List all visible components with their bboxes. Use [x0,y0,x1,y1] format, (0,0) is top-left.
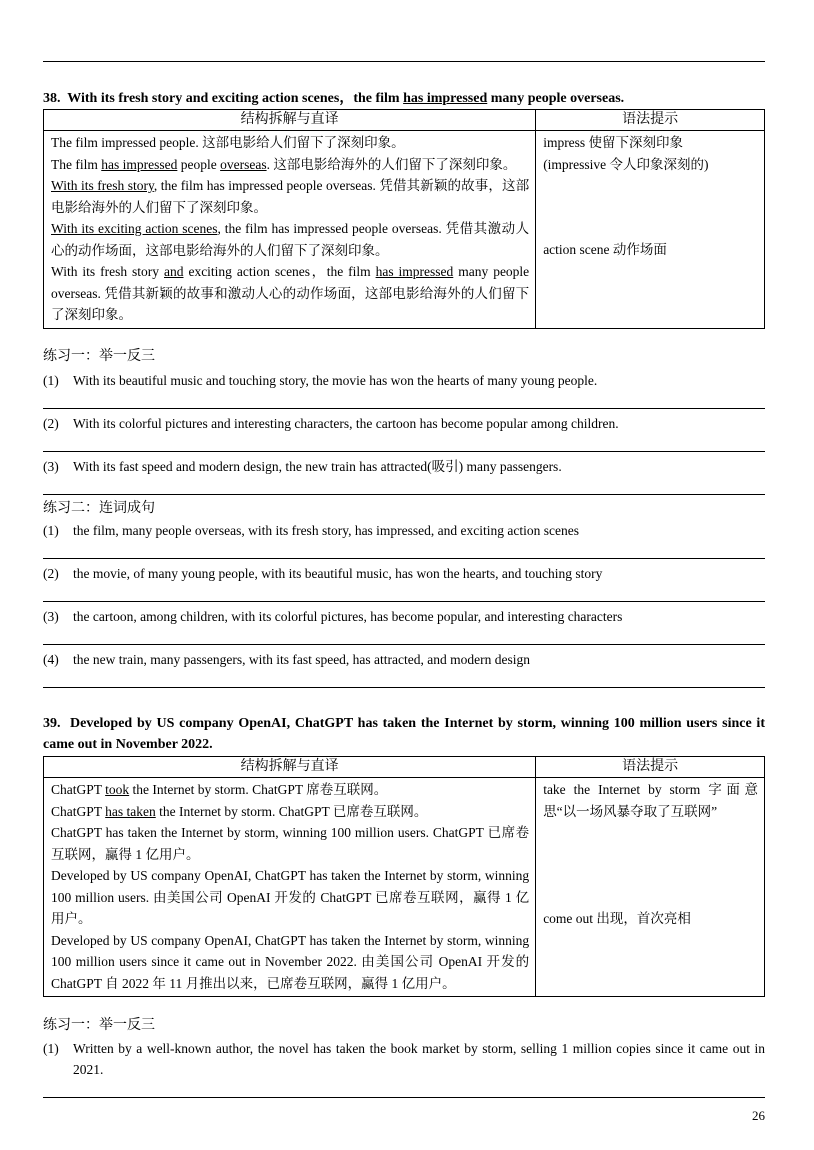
answer-line[interactable] [43,494,765,495]
q39-header-structure: 结构拆解与直译 [44,757,536,778]
q38-hint-3: action scene 动作场面 [543,242,667,257]
q38-sentence-5: With its fresh story and exciting action scenes，the film has impressed many people overseas. 凭借其新颖的故事和激动人心的动作场面，这部电影给海外的人们留下了深刻印象。 [51,264,530,322]
q39-grammar-cell [536,778,765,997]
q39-header-grammar: 语法提示 [536,757,765,778]
q38-exercise1-label: 练习一：举一反三 [43,349,155,364]
q38-sentence-4: With its exciting action scenes, the film has impressed people overseas. 凭借其激动人心的动作场面，这部电影给海外的人们留下了深刻印象。 [51,221,530,258]
answer-line[interactable] [43,687,765,688]
q39-sentence-3: ChatGPT has taken the Internet by storm, winning 100 million users. ChatGPT 已席卷互联网，赢得 1 亿用户。 [51,825,530,862]
q39-sentence-2: ChatGPT has taken the Internet by storm. ChatGPT 已席卷互联网。 [51,803,428,819]
q38-ex2-item: (4) the new train, many passengers, with its fast speed, has attracted, and modern design [43,652,530,667]
q38-ex1-item: (1) With its beautiful music and touching story, the movie has won the hearts of many young people. [43,373,598,388]
q39-structure-cell [44,778,536,997]
q39-ex1-item: (1) Written by a well-known author, the novel has taken the book market by storm, selling 1 million copies since it came out in 2021. [43,1041,765,1077]
q39-table [43,756,765,997]
q38-table [43,109,765,329]
q38-sentence-2: The film has impressed people overseas. 这部电影给海外的人们留下了深刻印象。 [51,156,517,172]
q38-ex2-item: (1) the film, many people overseas, with its fresh story, has impressed, and exciting action scenes [43,523,579,538]
q38-exercise2-label: 练习二：连词成句 [43,501,155,516]
answer-line[interactable] [43,1097,765,1098]
q39-sentence-4: Developed by US company OpenAI, ChatGPT has taken the Internet by storm, winning 100 million users. 由美国公司 OpenAI 开发的 ChatGPT 已席卷互联网，赢得 1 亿用户。 [51,868,530,926]
q39-sentence-1: ChatGPT took the Internet by storm. ChatGPT 席卷互联网。 [51,782,388,797]
answer-line[interactable] [43,558,765,559]
page-number: 26 [752,1108,765,1123]
q38-sentence-3: With its fresh story, the film has impressed people overseas. 凭借其新颖的故事，这部电影给海外的人们留下了深刻印象。 [51,178,530,215]
q38-ex2-item: (2) the movie, of many young people, with its beautiful music, has won the hearts, and touching story [43,566,603,581]
q38-header-structure: 结构拆解与直译 [44,110,536,131]
top-rule [43,61,765,62]
answer-line[interactable] [43,451,765,452]
q38-hint-1: impress 使留下深刻印象 [543,135,684,150]
q38-grammar-cell [536,131,765,329]
q38-ex1-item: (2) With its colorful pictures and interesting characters, the cartoon has become popular among children. [43,416,619,431]
q38-title: 38. With its fresh story and exciting action scenes，the film has impressed many people overseas. [43,91,625,106]
answer-line[interactable] [43,408,765,409]
q39-hint-2: come out 出现，首次亮相 [543,911,691,926]
q38-ex1-item: (3) With its fast speed and modern design, the new train has attracted(吸引) many passengers. [43,459,562,474]
q38-structure-cell [44,131,536,329]
q39-sentence-5: Developed by US company OpenAI, ChatGPT has taken the Internet by storm, winning 100 million users since it came out in November 2022. 由美国公司 OpenAI 开发的 ChatGPT 自 2022 年 11 月推出以来，已席卷互联网，赢得 1 亿用户。 [51,932,530,991]
q38-ex2-item: (3) the cartoon, among children, with its colorful pictures, has become popular, and interesting characters [43,609,623,624]
q39-title: 39. Developed by US company OpenAI, ChatGPT has taken the Internet by storm, winning 100 million users since it came out in November 2022. [43,716,765,752]
q39-exercise1-label: 练习一：举一反三 [43,1018,155,1033]
q38-hint-2: (impressive 令人印象深刻的) [543,156,709,172]
q38-sentence-1: The film impressed people. 这部电影给人们留下了深刻印象。 [51,135,405,150]
answer-line[interactable] [43,644,765,645]
q38-header-grammar: 语法提示 [536,110,765,131]
answer-line[interactable] [43,601,765,602]
q39-hint-1: take the Internet by storm 字面意思“以一场风暴夺取了互联网” [543,782,758,819]
